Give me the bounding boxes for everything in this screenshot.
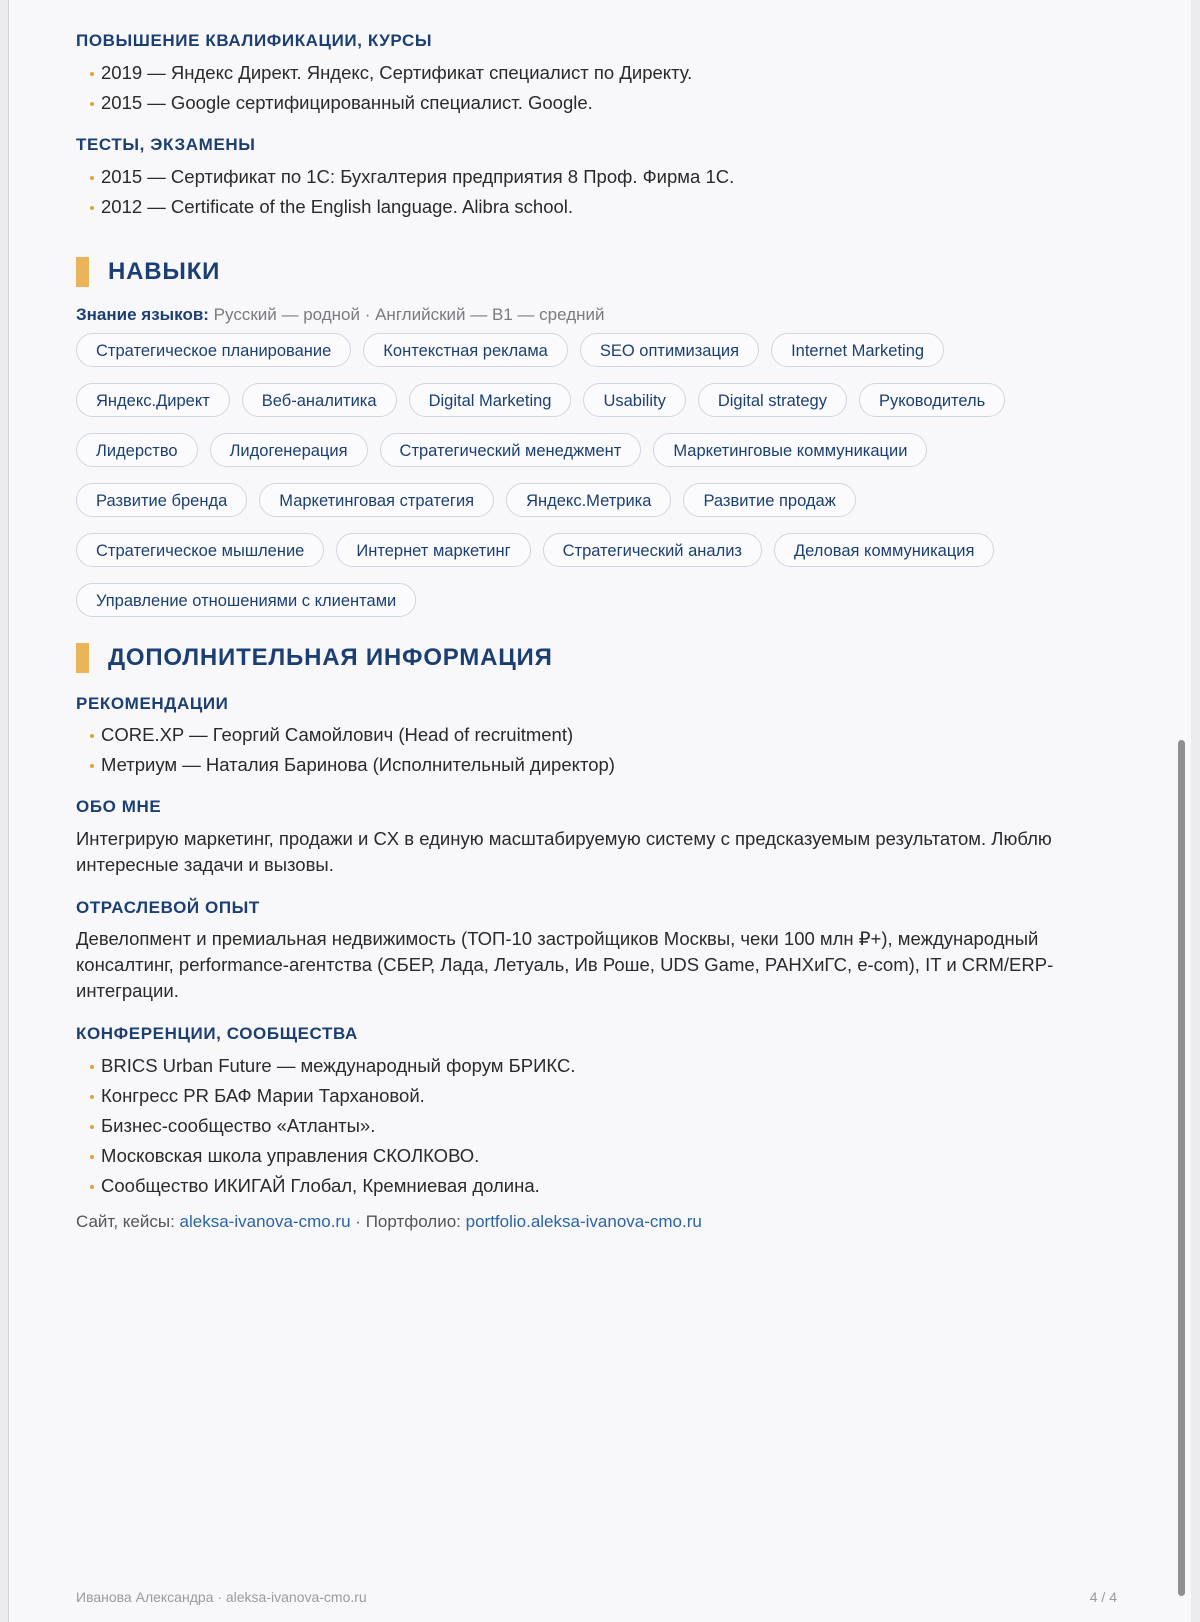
skill-chip: Развитие бренда	[76, 483, 247, 517]
page-number: 4 / 4	[1089, 1589, 1117, 1605]
skills-section-title	[76, 256, 220, 288]
skill-chip: Руководитель	[859, 383, 1005, 417]
skill-chip: Деловая коммуникация	[774, 533, 994, 567]
skill-chip: Маркетинговые коммуникации	[653, 433, 927, 467]
list-item: CORE.XP — Георгий Самойлович (Head of recruitment)	[90, 720, 615, 750]
additional-heading: ДОПОЛНИТЕЛЬНАЯ ИНФОРМАЦИЯ	[108, 644, 553, 671]
portfolio-link[interactable]: portfolio.aleksa-ivanova-cmo.ru	[465, 1212, 702, 1231]
skill-chip: Веб-аналитика	[242, 383, 397, 417]
skill-chip: Digital Marketing	[409, 383, 572, 417]
skill-chip: Интернет маркетинг	[336, 533, 530, 567]
skill-chip: Развитие продаж	[683, 483, 855, 517]
site-label: Сайт, кейсы:	[76, 1212, 175, 1231]
skill-chip: Управление отношениями с клиентами	[76, 583, 416, 617]
skill-chip: Маркетинговая стратегия	[259, 483, 494, 517]
training-heading: ПОВЫШЕНИЕ КВАЛИФИКАЦИИ, КУРСЫ	[76, 31, 433, 50]
skill-chip: Яндекс.Директ	[76, 383, 230, 417]
skill-chip: Контекстная реклама	[363, 333, 568, 367]
portfolio-label: Портфолио:	[365, 1212, 461, 1231]
skill-chip: Internet Marketing	[771, 333, 944, 367]
skills-heading: НАВЫКИ	[108, 258, 221, 285]
section-accent-bar	[76, 643, 89, 673]
links-separator: ·	[355, 1212, 361, 1231]
about-text: Интегрирую маркетинг, продажи и CX в единую масштабируемую систему с предсказуемым результатом. Люблю интересные задачи и вызовы.	[76, 828, 1052, 875]
skill-chip: Digital strategy	[698, 383, 847, 417]
skill-chip: Лидогенерация	[210, 433, 368, 467]
list-item: 2012 — Certificate of the English language. Alibra school.	[90, 192, 734, 222]
list-item: 2015 — Сертификат по 1С: Бухгалтерия предприятия 8 Проф. Фирма 1С.	[90, 162, 734, 192]
industry-text: Девелопмент и премиальная недвижимость (ТОП-10 застройщиков Москвы, чеки 100 млн ₽+), международный консалтинг, performance-агентства (СБЕР, Лада, Летуаль, Ив Роше, UDS Game, РАНХиГС, e-com), IT и CRM/ERP-интеграции.	[76, 928, 1054, 1001]
list-item: 2019 — Яндекс Директ. Яндекс, Сертификат специалист по Директу.	[90, 58, 692, 88]
resume-page	[8, 0, 1191, 1622]
conferences-heading: КОНФЕРЕНЦИИ, СООБЩЕСТВА	[76, 1024, 358, 1043]
languages-value: Русский — родной · Английский — B1 — средний	[213, 305, 605, 324]
list-item: Конгресс PR БАФ Марии Тархановой.	[90, 1081, 575, 1111]
links-line	[76, 1212, 702, 1232]
skill-chip: Usability	[583, 383, 685, 417]
training-list	[76, 58, 692, 118]
list-item: BRICS Urban Future — международный форум БРИКС.	[90, 1051, 575, 1081]
about-heading: ОБО МНЕ	[76, 797, 162, 816]
skill-chip: Лидерство	[76, 433, 198, 467]
list-item: Сообщество ИКИГАЙ Глобал, Кремниевая долина.	[90, 1171, 575, 1201]
recommendations-heading: РЕКОМЕНДАЦИИ	[76, 694, 229, 713]
list-item: Метриум — Наталия Баринова (Исполнительный директор)	[90, 750, 615, 780]
skill-chip: Стратегический анализ	[543, 533, 762, 567]
section-accent-bar	[76, 257, 89, 287]
tests-heading: ТЕСТЫ, ЭКЗАМЕНЫ	[76, 135, 256, 154]
languages-label: Знание языков:	[76, 305, 209, 324]
skill-chip: Стратегическое мышление	[76, 533, 324, 567]
conferences-list	[76, 1051, 575, 1201]
skill-chip: SEO оптимизация	[580, 333, 759, 367]
tests-list	[76, 162, 734, 222]
footer-author: Иванова Александра · aleksa-ivanova-cmo.ru	[76, 1589, 367, 1605]
skills-chips	[76, 333, 1076, 617]
skill-chip: Стратегическое планирование	[76, 333, 351, 367]
list-item: Бизнес-сообщество «Атланты».	[90, 1111, 575, 1141]
recommendations-list	[76, 720, 615, 780]
additional-section-title	[76, 642, 553, 674]
skill-chip: Стратегический менеджмент	[380, 433, 642, 467]
list-item: 2015 — Google сертифицированный специалист. Google.	[90, 88, 692, 118]
skill-chip: Яндекс.Метрика	[506, 483, 671, 517]
list-item: Московская школа управления СКОЛКОВО.	[90, 1141, 575, 1171]
languages-line	[76, 305, 605, 325]
site-link[interactable]: aleksa-ivanova-cmo.ru	[179, 1212, 351, 1231]
vertical-scrollbar[interactable]	[1178, 740, 1185, 1596]
industry-heading: ОТРАСЛЕВОЙ ОПЫТ	[76, 898, 260, 917]
